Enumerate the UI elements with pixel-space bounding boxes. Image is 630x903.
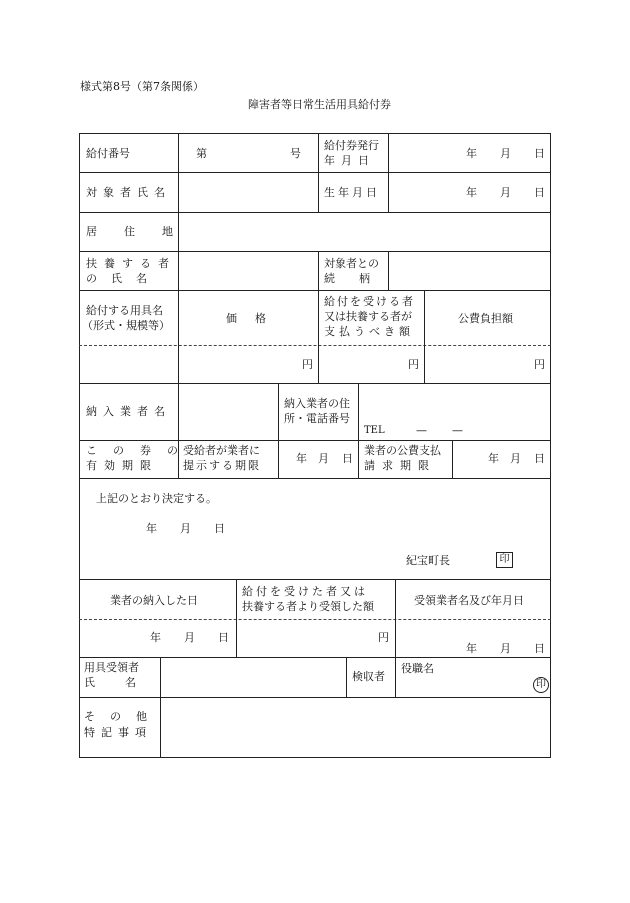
label-position: 役職名 [401, 662, 434, 675]
row-line [79, 478, 551, 479]
col-line [318, 251, 319, 290]
vendor-receipt-year: 年 [466, 642, 477, 655]
row-line [79, 579, 551, 580]
form-number: 様式第8号（第7条関係） [80, 80, 204, 93]
mayor-title: 紀宝町長 [406, 554, 450, 567]
label-validity-2: 有効期限 [86, 459, 158, 472]
label-vendor-receipt: 受領業者名及び年月日 [414, 594, 524, 607]
label-receiver-2: 氏名 [84, 676, 166, 689]
label-relation-2: 続柄 [324, 272, 394, 285]
delivered-day: 日 [218, 631, 229, 644]
label-validity-1: この券の [86, 444, 194, 457]
label-tel: TEL [364, 425, 385, 436]
col-line [178, 383, 179, 478]
label-price: 価格 [226, 312, 284, 325]
row-line [79, 172, 551, 173]
label-payment-2: 又は扶養する者が [324, 310, 412, 323]
col-line [346, 657, 347, 697]
row-line [79, 440, 551, 441]
label-vendor-name: 納入業者名 [86, 405, 171, 418]
present-year: 年 [296, 452, 307, 465]
label-guardian-1: 扶養する者 [86, 257, 176, 270]
col-line [318, 133, 319, 173]
label-present-2: 提示する期限 [183, 459, 261, 472]
row-line [79, 657, 551, 658]
issue-year: 年 [466, 147, 477, 160]
col-line [278, 383, 279, 440]
claim-year: 年 [488, 452, 499, 465]
label-grant-number: 給付番号 [86, 147, 130, 160]
mayor-seal: 印 [496, 552, 513, 568]
tel-dash: — [416, 424, 427, 437]
label-issue-date-1: 給付券発行 [324, 139, 379, 152]
form-title: 障害者等日常生活用具給付券 [248, 98, 391, 111]
label-item-name-1: 給付する用具名 [86, 304, 163, 317]
decision-month: 月 [180, 522, 191, 535]
label-subject-name: 対象者氏名 [86, 186, 171, 199]
public-yen: 円 [534, 358, 545, 371]
col-line [278, 440, 279, 478]
label-payment-3: 支払うべき額 [324, 325, 414, 338]
table-border-bottom [79, 757, 551, 758]
col-line [388, 133, 389, 173]
label-guardian-2: の氏名 [86, 272, 161, 285]
claim-month: 月 [510, 452, 521, 465]
payment-yen: 円 [408, 358, 419, 371]
label-claim-1: 業者の公費支払 [364, 444, 441, 457]
row-dashed-line [79, 345, 551, 346]
vendor-receipt-month: 月 [500, 642, 511, 655]
col-line [395, 657, 396, 697]
table-border-top [79, 133, 551, 134]
label-claim-2: 請求期限 [364, 459, 436, 472]
col-line [388, 172, 389, 212]
issue-day: 日 [534, 147, 545, 160]
label-payment-1: 給付を受ける者 [324, 295, 415, 308]
price-yen: 円 [302, 358, 313, 371]
vendor-receipt-day: 日 [534, 642, 545, 655]
label-present-1: 受給者が業者に [183, 444, 260, 457]
claim-day: 日 [534, 452, 545, 465]
table-border-left [79, 133, 80, 757]
issue-month: 月 [500, 147, 511, 160]
birth-day: 日 [534, 186, 545, 199]
label-public-burden: 公費負担額 [458, 312, 513, 325]
decision-text: 上記のとおり決定する。 [96, 492, 217, 505]
birth-year: 年 [466, 186, 477, 199]
col-line [318, 172, 319, 212]
col-line [178, 133, 179, 384]
birth-month: 月 [500, 186, 511, 199]
grant-number-suffix: 号 [290, 147, 301, 160]
present-month: 月 [318, 452, 329, 465]
row-line [79, 251, 551, 252]
row-line [79, 697, 551, 698]
delivered-month: 月 [184, 631, 195, 644]
row-line [79, 383, 551, 384]
grant-number-prefix: 第 [196, 147, 207, 160]
col-line [236, 579, 237, 657]
label-vendor-address-2: 所・電話番号 [284, 412, 350, 425]
label-inspector: 検収者 [352, 670, 385, 683]
label-address: 居住地 [86, 225, 200, 238]
row-line [79, 212, 551, 213]
col-line [358, 440, 359, 478]
row-line [79, 290, 551, 291]
col-line [395, 579, 396, 657]
col-line [452, 440, 453, 478]
tel-dash: — [452, 424, 463, 437]
received-yen: 円 [378, 631, 389, 644]
label-birth-date: 生年月日 [324, 186, 380, 199]
label-receiver-1: 用具受領者 [84, 661, 139, 674]
label-other-1: その他 [84, 710, 162, 723]
label-relation-1: 対象者との [324, 257, 379, 270]
col-line [358, 383, 359, 440]
decision-year: 年 [146, 522, 157, 535]
label-delivered-date: 業者の納入した日 [110, 594, 198, 607]
label-issue-date-2: 年月日 [324, 154, 375, 167]
label-item-name-2: （形式・規模等） [82, 319, 170, 332]
decision-day: 日 [214, 522, 225, 535]
col-line [318, 290, 319, 383]
label-received-amount-2: 扶養する者より受領した額 [242, 600, 374, 613]
label-other-2: 特記事項 [84, 726, 152, 739]
col-line [160, 657, 161, 757]
present-day: 日 [342, 452, 353, 465]
col-line [424, 290, 425, 383]
row-dashed-line [79, 619, 551, 620]
delivered-year: 年 [150, 631, 161, 644]
label-vendor-address-1: 納入業者の住 [284, 397, 350, 410]
table-border-right [550, 133, 551, 757]
label-received-amount-1: 給付を受けた者又は [242, 585, 368, 598]
inspector-seal: 印 [533, 677, 549, 693]
